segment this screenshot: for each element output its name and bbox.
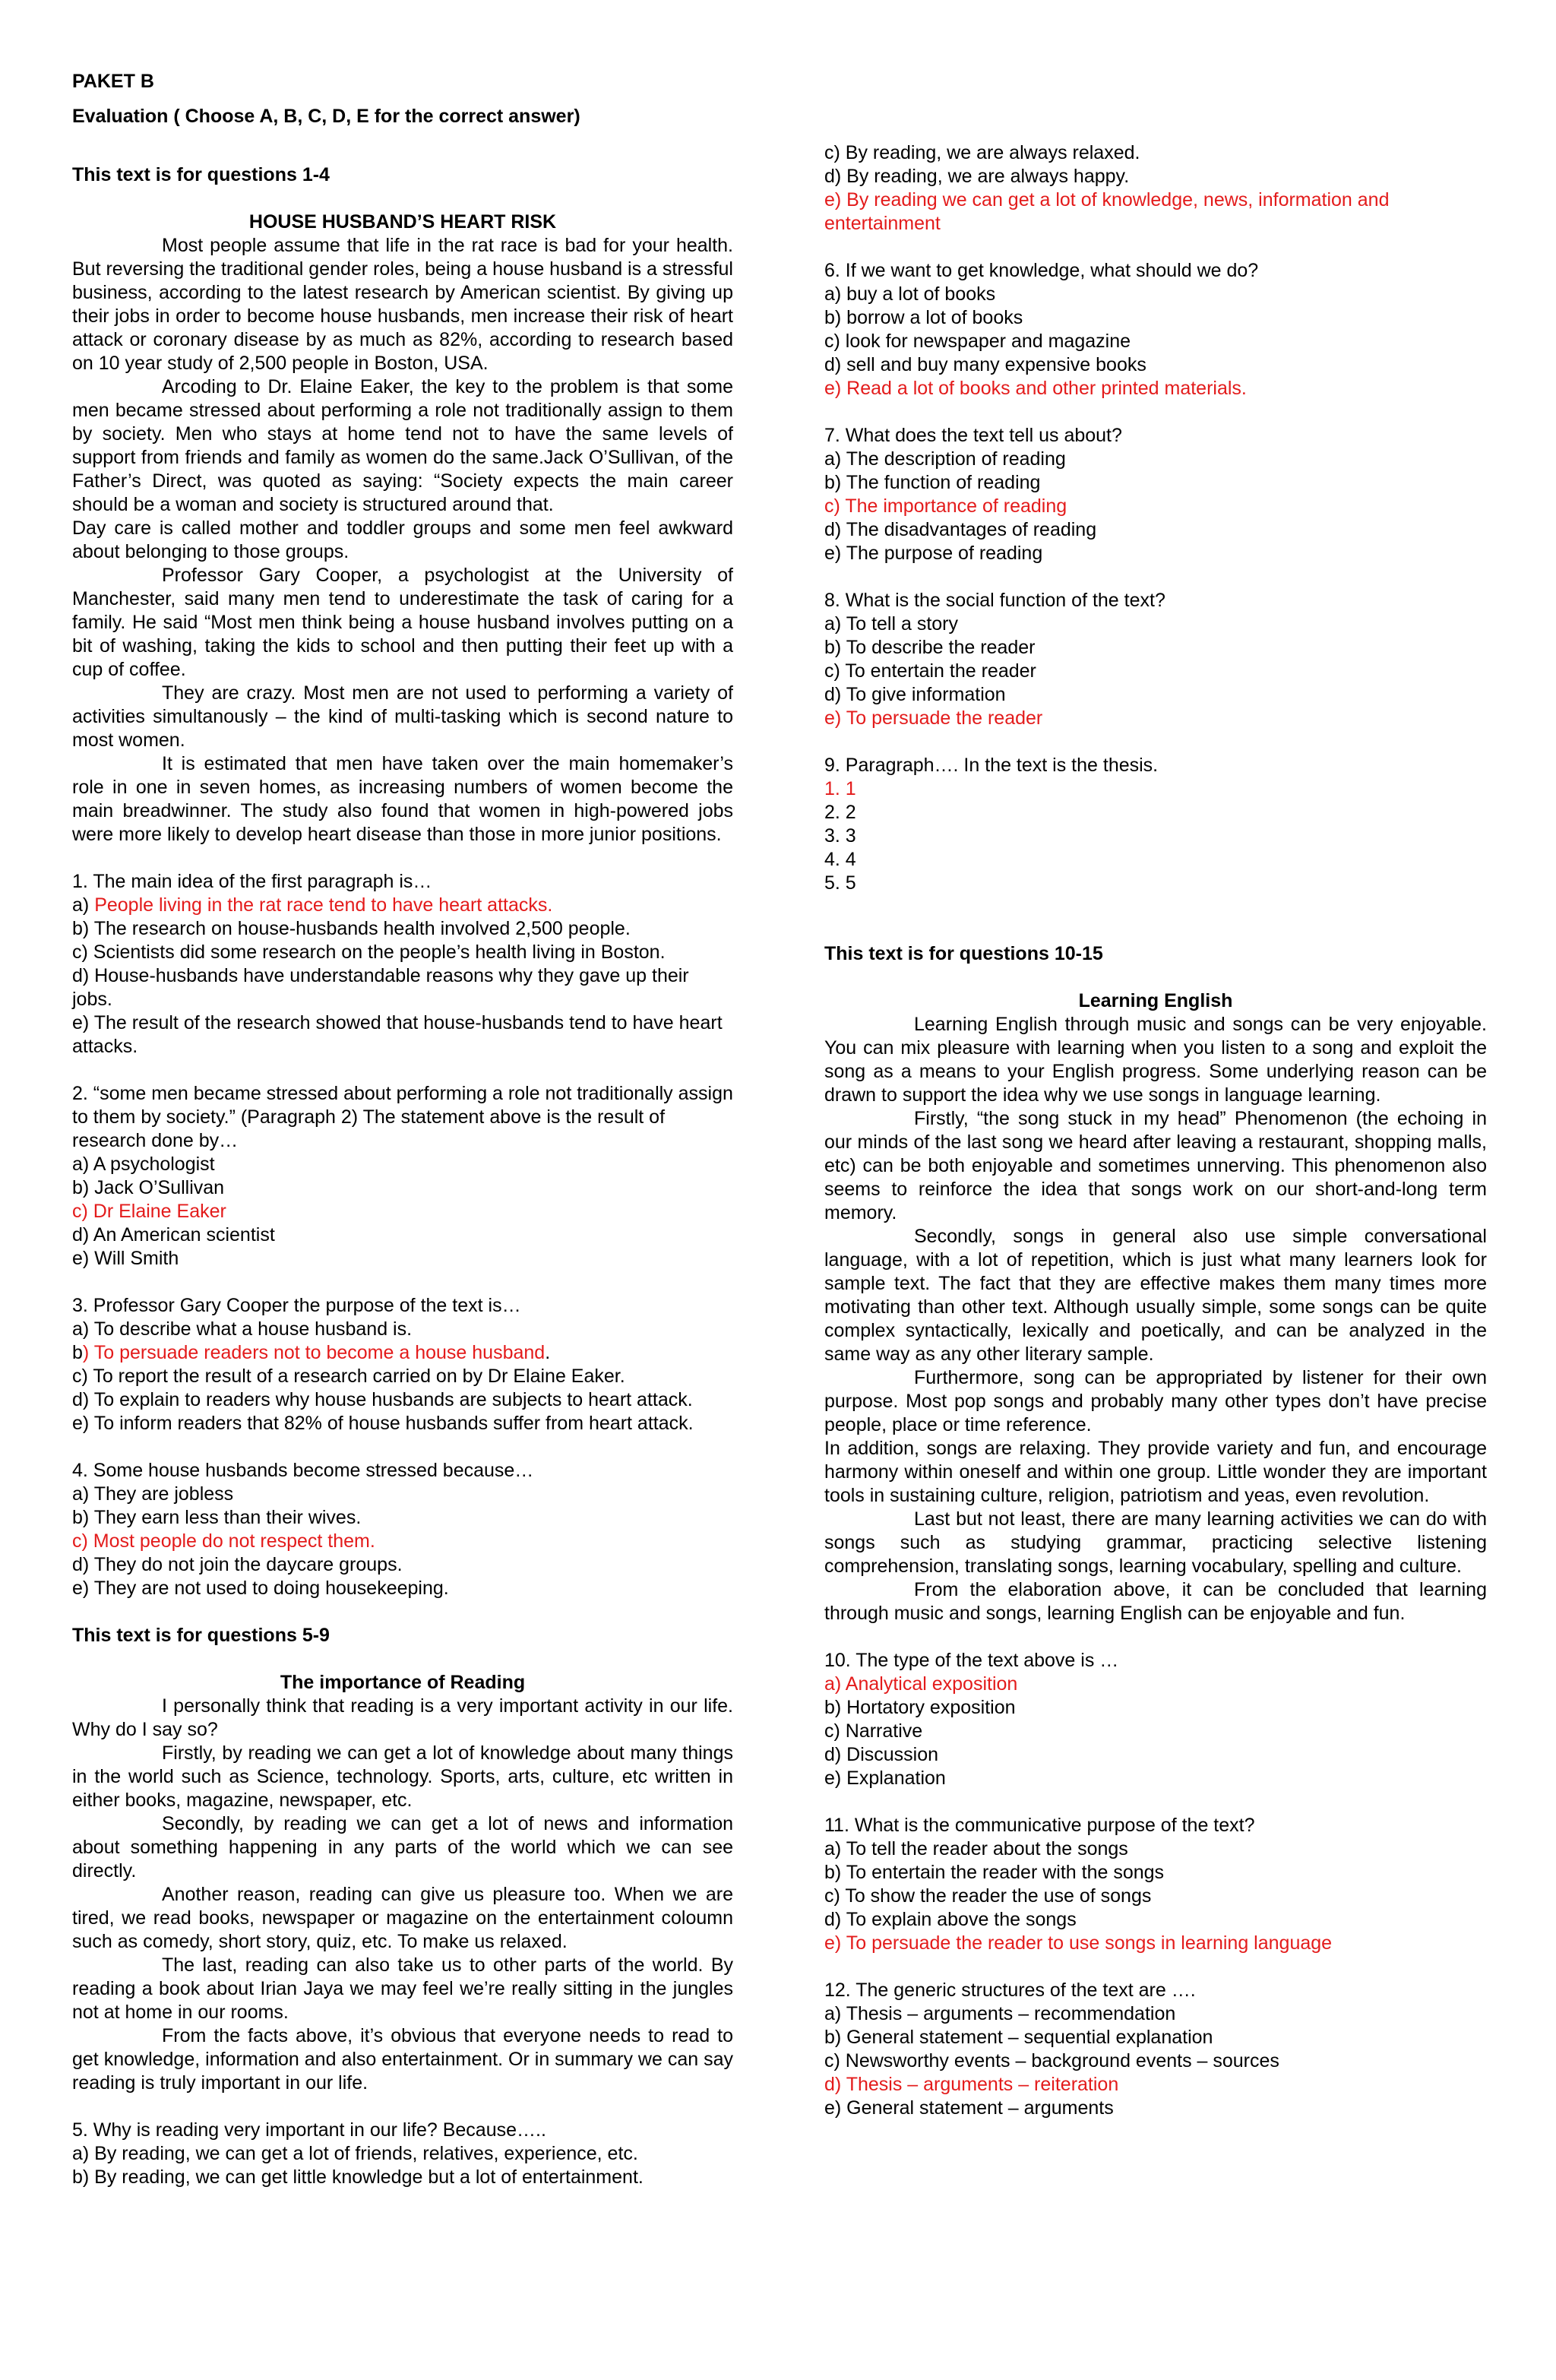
option-c-correct[interactable]: c) The importance of reading xyxy=(824,495,1067,517)
text1-title: HOUSE HUSBAND’S HEART RISK xyxy=(248,211,557,233)
option-a[interactable]: a) To describe what a house husband is. xyxy=(72,1318,413,1340)
option-e-correct[interactable]: e) To persuade the reader xyxy=(824,707,1043,729)
question-5 xyxy=(72,2119,733,2189)
text2-paragraph: I personally think that reading is a very important activity in our life. Why do I say so? xyxy=(72,1695,733,1740)
option-a[interactable]: a) The description of reading xyxy=(824,448,1066,470)
option-c[interactable]: c) To entertain the reader xyxy=(824,660,1036,682)
text1-paragraph: They are crazy. Most men are not used to performing a variety of activities simultanously – the kind of multi-tasking which is second nature to most women. xyxy=(72,682,733,751)
text3-title: Learning English xyxy=(1078,990,1233,1011)
option-c[interactable]: c) To show the reader the use of songs xyxy=(824,1885,1152,1907)
question-2 xyxy=(72,1082,733,1271)
option-e[interactable]: e) Will Smith xyxy=(72,1248,179,1269)
text3-paragraph: Learning English through music and songs can be very enjoyable. You can mix pleasure with learning when you listen to a song and exploit the song as a means to your English progress. Some underlying reason can be drawn to support the idea why we use songs in language learning. xyxy=(824,1014,1487,1106)
option-c[interactable]: c) To report the result of a research carried on by Dr Elaine Eaker. xyxy=(72,1366,625,1387)
question-11 xyxy=(824,1814,1487,1955)
option-a[interactable]: a) A psychologist xyxy=(72,1154,215,1175)
question-10 xyxy=(824,1649,1487,1790)
question-text: 10. The type of the text above is … xyxy=(824,1650,1119,1671)
question-4 xyxy=(72,1459,733,1600)
text1-paragraph: Day care is called mother and toddler groups and some men feel awkward about belonging to those groups. xyxy=(72,517,733,562)
question-text: 3. Professor Gary Cooper the purpose of the text is… xyxy=(72,1295,521,1316)
option-prefix: a) xyxy=(72,894,95,916)
option-3[interactable]: 3. 3 xyxy=(824,825,856,847)
option-a-correct[interactable]: a) Analytical exposition xyxy=(824,1673,1018,1695)
option-b[interactable]: b) borrow a lot of books xyxy=(824,307,1023,328)
text1-paragraph: Professor Gary Cooper, a psychologist at the University of Manchester, said many men tend to underestimate the task of caring for a family. He said “Most men think being a house husband involves putting on a bit of washing, taking the kids to school and then putting their feet up with a cup of coffee. xyxy=(72,565,733,680)
question-5-continued xyxy=(824,141,1487,236)
option-prefix: b xyxy=(72,1342,83,1363)
text2-paragraph: The last, reading can also take us to other parts of the world. By reading a book about Irian Jaya we may feel we’re really sitting in the jungles not at home in our rooms. xyxy=(72,1954,733,2023)
question-6 xyxy=(824,259,1487,400)
option-b[interactable]: b) By reading, we can get little knowledge but a lot of entertainment. xyxy=(72,2166,644,2188)
option-a[interactable]: a) They are jobless xyxy=(72,1483,234,1505)
option-a[interactable]: a) buy a lot of books xyxy=(824,283,996,305)
question-text: 7. What does the text tell us about? xyxy=(824,425,1122,446)
text3-paragraph: Last but not least, there are many learning activities we can do with songs such as studying grammar, practicing selective listening comprehension, translating songs, learning vocabulary, spelling and culture. xyxy=(824,1508,1487,1577)
option-d[interactable]: d) sell and buy many expensive books xyxy=(824,354,1146,375)
option-e[interactable]: e) To inform readers that 82% of house husbands suffer from heart attack. xyxy=(72,1413,694,1434)
option-a[interactable]: a) To tell the reader about the songs xyxy=(824,1838,1128,1859)
question-1 xyxy=(72,870,733,1059)
question-3 xyxy=(72,1294,733,1435)
text3-paragraph: Furthermore, song can be appropriated by listener for their own purpose. Most pop songs and probably many other types don’t have precise people, place or time reference. xyxy=(824,1367,1487,1435)
question-text: 2. “some men became stressed about performing a role not traditionally assign to them by society.” (Paragraph 2) The statement above is the result of research done by… xyxy=(72,1083,733,1151)
correct-answer: ) To persuade readers not to become a house husband xyxy=(82,1342,546,1363)
option-c[interactable]: c) Newsworthy events – background events – sources xyxy=(824,2050,1279,2071)
question-text: 6. If we want to get knowledge, what should we do? xyxy=(824,260,1259,281)
option-c[interactable]: c) Scientists did some research on the people’s health living in Boston. xyxy=(72,942,666,963)
option-c[interactable]: c) Narrative xyxy=(824,1720,923,1742)
option-suffix: . xyxy=(545,1342,551,1363)
option-b[interactable]: b) The research on house-husbands health involved 2,500 people. xyxy=(72,918,631,939)
question-text: 1. The main idea of the first paragraph is… xyxy=(72,871,432,892)
evaluation-instructions: Evaluation ( Choose A, B, C, D, E for the correct answer) xyxy=(72,106,580,127)
option-b[interactable]: b) Jack O’Sullivan xyxy=(72,1177,225,1198)
option-d-correct[interactable]: d) Thesis – arguments – reiteration xyxy=(824,2074,1119,2095)
option-e-correct[interactable]: e) By reading we can get a lot of knowledge, news, information and entertainment xyxy=(824,189,1390,234)
option-e[interactable]: e) The result of the research showed that house-husbands tend to have heart attacks. xyxy=(72,1012,723,1057)
option-1-correct[interactable]: 1. 1 xyxy=(824,778,856,799)
option-b[interactable]: b) Hortatory exposition xyxy=(824,1697,1016,1718)
option-e[interactable]: e) General statement – arguments xyxy=(824,2097,1114,2119)
text2-paragraph: Secondly, by reading we can get a lot of news and information about something happening in any parts of the world which we can see directly. xyxy=(72,1813,733,1882)
option-d[interactable]: d) To explain above the songs xyxy=(824,1909,1077,1930)
question-7 xyxy=(824,424,1487,565)
option-b[interactable] xyxy=(72,1341,733,1365)
option-c[interactable]: c) look for newspaper and magazine xyxy=(824,331,1131,352)
option-e[interactable]: e) Explanation xyxy=(824,1768,946,1789)
text2-paragraph: Another reason, reading can give us pleasure too. When we are tired, we read books, newspaper or magazine on the entertainment coloumn such as comedy, short story, quiz, etc. To make us relaxed. xyxy=(72,1884,733,1952)
option-4[interactable]: 4. 4 xyxy=(824,849,856,870)
option-b[interactable]: b) General statement – sequential explanation xyxy=(824,2027,1213,2048)
option-a[interactable] xyxy=(72,894,733,917)
option-d[interactable]: d) They do not join the daycare groups. xyxy=(72,1554,403,1575)
option-a[interactable]: a) Thesis – arguments – recommendation xyxy=(824,2003,1176,2024)
option-d[interactable]: d) To give information xyxy=(824,684,1006,705)
question-text: 5. Why is reading very important in our life? Because….. xyxy=(72,2119,546,2141)
option-d[interactable]: d) House-husbands have understandable reasons why they gave up their jobs. xyxy=(72,965,689,1010)
question-8 xyxy=(824,589,1487,730)
text1-paragraph: It is estimated that men have taken over the main homemaker’s role in one in seven homes, as increasing numbers of women become the main breadwinner. The study also found that women in high-powered jobs were more likely to develop heart disease than those in more junior positions. xyxy=(72,753,733,845)
option-c[interactable]: c) By reading, we are always relaxed. xyxy=(824,142,1140,163)
text1-paragraph: Arcoding to Dr. Elaine Eaker, the key to the problem is that some men became stressed about performing a role not traditionally assign to them by society. Men who stays at home tend not to have the same levels of support from friends and family as women do the same.Jack O’Sullivan, of the Father’s Direct, was quoted as saying: “Society expects the main career should be a woman and society is structured around that. xyxy=(72,376,733,515)
text1-intro: This text is for questions 1-4 xyxy=(72,164,330,185)
option-d[interactable]: d) Discussion xyxy=(824,1744,939,1765)
question-text: 12. The generic structures of the text are …. xyxy=(824,1980,1196,2001)
question-9 xyxy=(824,754,1487,895)
option-e-correct[interactable]: e) To persuade the reader to use songs in learning language xyxy=(824,1932,1333,1954)
question-12 xyxy=(824,1979,1487,2120)
text2-title: The importance of Reading xyxy=(280,1672,526,1693)
text2-paragraph: From the facts above, it’s obvious that everyone needs to read to get knowledge, information and also entertainment. Or in summary we can say reading is truly important in our life. xyxy=(72,2025,733,2094)
option-e-correct[interactable]: e) Read a lot of books and other printed materials. xyxy=(824,378,1247,399)
option-d[interactable]: d) By reading, we are always happy. xyxy=(824,166,1130,187)
option-e[interactable]: e) They are not used to doing housekeeping. xyxy=(72,1578,449,1599)
option-b[interactable]: b) To describe the reader xyxy=(824,637,1036,658)
text2-intro: This text is for questions 5-9 xyxy=(72,1625,330,1646)
text1-paragraph: Most people assume that life in the rat race is bad for your health. But reversing the traditional gender roles, being a house husband is a stressful business, according to the latest research by American scientist. By giving up their jobs in order to become house husbands, men increase their risk of heart attack or coronary disease by as much as 82%, according to research based on 10 year study of 2,500 people in Boston, USA. xyxy=(72,235,733,374)
text2-paragraph: Firstly, by reading we can get a lot of knowledge about many things in the world such as Science, technology. Sports, arts, culture, etc written in either books, magazine, newspaper, etc. xyxy=(72,1742,733,1811)
right-column xyxy=(824,0,1487,2120)
option-b[interactable]: b) The function of reading xyxy=(824,472,1041,493)
option-a[interactable]: a) By reading, we can get a lot of friends, relatives, experience, etc. xyxy=(72,2143,638,2164)
correct-answer: People living in the rat race tend to have heart attacks. xyxy=(94,894,553,916)
option-a[interactable]: a) To tell a story xyxy=(824,613,959,635)
option-d[interactable]: d) To explain to readers why house husbands are subjects to heart attack. xyxy=(72,1389,693,1410)
option-e[interactable]: e) The purpose of reading xyxy=(824,543,1043,564)
question-text: 8. What is the social function of the text? xyxy=(824,590,1165,611)
option-d[interactable]: d) An American scientist xyxy=(72,1224,275,1245)
text3-paragraph: From the elaboration above, it can be concluded that learning through music and songs, learning English can be enjoyable and fun. xyxy=(824,1579,1487,1624)
left-column xyxy=(72,0,733,2189)
option-d[interactable]: d) The disadvantages of reading xyxy=(824,519,1097,540)
option-2[interactable]: 2. 2 xyxy=(824,802,856,823)
text3-intro: This text is for questions 10-15 xyxy=(824,943,1103,964)
option-b[interactable]: b) To entertain the reader with the songs xyxy=(824,1862,1165,1883)
paket-label: PAKET B xyxy=(72,71,154,92)
option-b[interactable]: b) They earn less than their wives. xyxy=(72,1507,362,1528)
question-text: 4. Some house husbands become stressed because… xyxy=(72,1460,534,1481)
option-5[interactable]: 5. 5 xyxy=(824,872,856,894)
text3-paragraph: Secondly, songs in general also use simple conversational language, with a lot of repetition, which is just what many learners look for sample text. The fact that they are effective makes them many times more motivating than other text. Although usually simple, some songs can be quite complex syntactically, lexically and poetically, and can be analyzed in the same way as any other literary sample. xyxy=(824,1226,1487,1365)
text3-paragraph: Firstly, “the song stuck in my head” Phenomenon (the echoing in our minds of the last song we heard after leaving a restaurant, shopping malls, etc) can be both enjoyable and sometimes unnerving. This phenomenon also seems to reinforce the idea that songs work on our short-and-long term memory. xyxy=(824,1108,1487,1223)
option-c-correct[interactable]: c) Most people do not respect them. xyxy=(72,1530,375,1552)
text3-paragraph: In addition, songs are relaxing. They provide variety and fun, and encourage harmony within oneself and within one group. Little wonder they are important tools in sustaining culture, religion, patriotism and yeas, even revolution. xyxy=(824,1438,1487,1506)
question-text: 11. What is the communicative purpose of the text? xyxy=(824,1815,1255,1836)
question-text: 9. Paragraph…. In the text is the thesis. xyxy=(824,755,1159,776)
option-c-correct[interactable]: c) Dr Elaine Eaker xyxy=(72,1201,226,1222)
